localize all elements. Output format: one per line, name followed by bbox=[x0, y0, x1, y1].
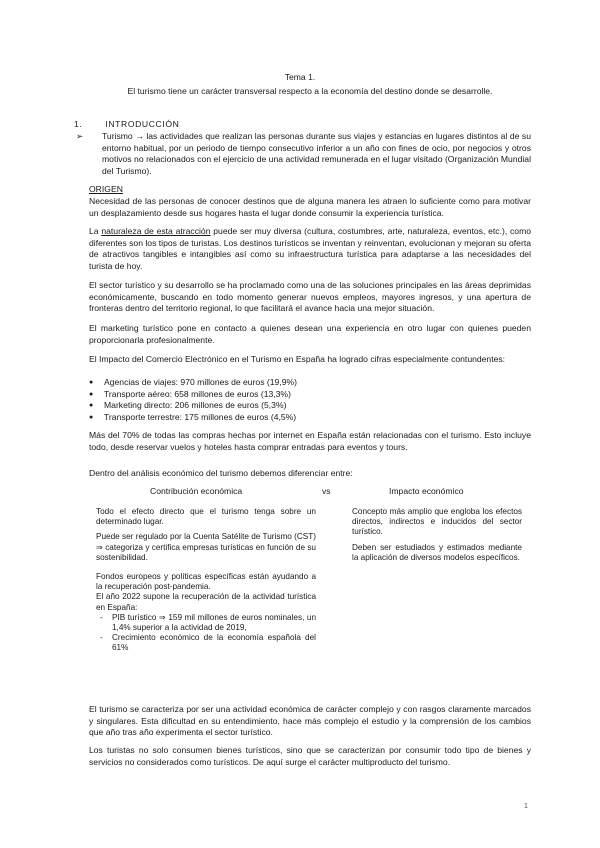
analisis-intro: Dentro del análisis económico del turismo debemos diferenciar entre: bbox=[89, 468, 353, 478]
page-title: Tema 1. bbox=[284, 72, 316, 82]
impacto-column bbox=[352, 507, 522, 568]
impacto-list bbox=[89, 377, 531, 423]
sector-paragraph: El sector turístico y su desarrollo se ha proclamado como una de las soluciones principales en las áreas deprimidas económicamente, buscando en todo momento generar nuevos empleos, mayores ingresos, y una apertura de fronteras dentro del territorio regional, lo que facilitará el avance hacia una mejor situación. bbox=[89, 280, 531, 314]
list-item: - PIB turístico ⇒ 159 mil millones de euros nominales, un 1,4% superior a la actividad de 2019, bbox=[96, 613, 316, 633]
complejo-paragraph: El turismo se caracteriza por ser una actividad económica de carácter complejo y con rasgos claramente marcados y singulares. Esta dificultad en su entendimiento, hace más complejo el estudio y la comprensión de los cambios que año tras año experimenta el sector turístico. bbox=[89, 704, 531, 738]
impacto-p1: Concepto más amplio que engloba los efectos directos, indirectos e inducidos del sector turístico. bbox=[352, 507, 522, 537]
page-subtitle: El turismo tiene un carácter transversal respecto a la economía del destino donde se desarrolle. bbox=[127, 86, 493, 96]
contribucion-p3: Fondos europeos y políticas específicas están ayudando a la recuperación post-pandemia. bbox=[96, 572, 316, 592]
section-heading bbox=[74, 119, 179, 131]
list-item: ● Agencias de viajes: 970 millones de euros (19,9%) bbox=[89, 377, 531, 389]
origen-heading: ORIGEN bbox=[89, 184, 123, 194]
contribucion-p4: El año 2022 supone la recuperación de la actividad turística en España: bbox=[96, 592, 316, 612]
list-item: ● Marketing directo: 206 millones de euros (5,3%) bbox=[89, 400, 531, 412]
arrow-bullet-icon: ➢ bbox=[76, 131, 84, 141]
impacto-intro: El Impacto del Comercio Electrónico en el Turismo en España ha logrado cifras especialmente contundentes: bbox=[89, 354, 506, 364]
page-number: 1 bbox=[523, 801, 528, 810]
vs-label: vs bbox=[322, 486, 331, 496]
naturaleza-rest: puede ser muy diversa (cultura, costumbres, arte, naturaleza, eventos, etc.), como diferentes son los tipos de turistas. Los destinos turísticos se inventan y reinventan, evolucionan y mejoran su oferta de atractivos tangibles e intangibles así como su infraestructura turística para adaptarse a las necesidades del turista de hoy. bbox=[89, 226, 532, 271]
impacto-p2: Deben ser estudiados y estimados mediante la aplicación de diversos modelos específicos. bbox=[352, 542, 522, 562]
section-number: 1. bbox=[74, 119, 83, 129]
contribucion-p1: Todo el efecto directo que el turismo tenga sobre un determinado lugar. bbox=[96, 507, 316, 527]
naturaleza-lead: La bbox=[89, 226, 102, 236]
multiproducto-paragraph: Los turistas no solo consumen bienes turísticos, sino que se caracterizan por consumir todo tipo de bienes y servicios no considerados como turísticos. De aquí surge el carácter multiproducto del turismo. bbox=[89, 745, 531, 767]
list-item: - Crecimiento económico de la economía española del 61% bbox=[96, 633, 316, 653]
naturaleza-paragraph bbox=[89, 226, 531, 272]
naturaleza-underlined: naturaleza de esta atracción bbox=[101, 226, 211, 236]
section-title: INTRODUCCIÓN bbox=[105, 119, 180, 129]
contribucion-list bbox=[96, 613, 316, 654]
contribucion-title: Contribución económica bbox=[150, 486, 243, 496]
marketing-paragraph: El marketing turístico pone en contacto a quienes desean una experiencia en otro lugar con quienes pueden proporcionarla profesionalmente. bbox=[89, 323, 531, 345]
compras-paragraph: Más del 70% de todas las compras hechas por internet en España están relacionadas con el turismo. Esto incluye todo, desde reservar vuelos y hoteles hasta comprar entradas para eventos y tours. bbox=[89, 430, 531, 452]
impacto-title: Impacto económico bbox=[389, 486, 464, 496]
origen-text: Necesidad de las personas de conocer destinos que de alguna manera les atraen lo suficiente como para motivar un desplazamiento desde sus hogares hasta el lugar donde consumir la experiencia turística. bbox=[89, 196, 531, 218]
contribucion-column bbox=[96, 507, 316, 654]
list-item: ● Transporte aéreo: 658 millones de euros (13,3%) bbox=[89, 389, 531, 401]
contribucion-p2: Puede ser regulado por la Cuenta Satélite de Turismo (CST) ⇒ categoriza y certifica empresas turísticas en función de su sostenibilidad. bbox=[96, 532, 316, 562]
list-item: ● Transporte terrestre: 175 millones de euros (4,5%) bbox=[89, 412, 531, 424]
definition-item bbox=[76, 131, 531, 177]
definition-text: Turismo → las actividades que realizan las personas durante sus viajes y estancias en lugares distintos al de su entorno habitual, por un periodo de tiempo consecutivo inferior a un año con fines de ocio, por negocios y otros motivos no relacionados con el ejercicio de una actividad remunerada en el lugar visitado (Organización Mundial del Turismo). bbox=[102, 131, 531, 176]
